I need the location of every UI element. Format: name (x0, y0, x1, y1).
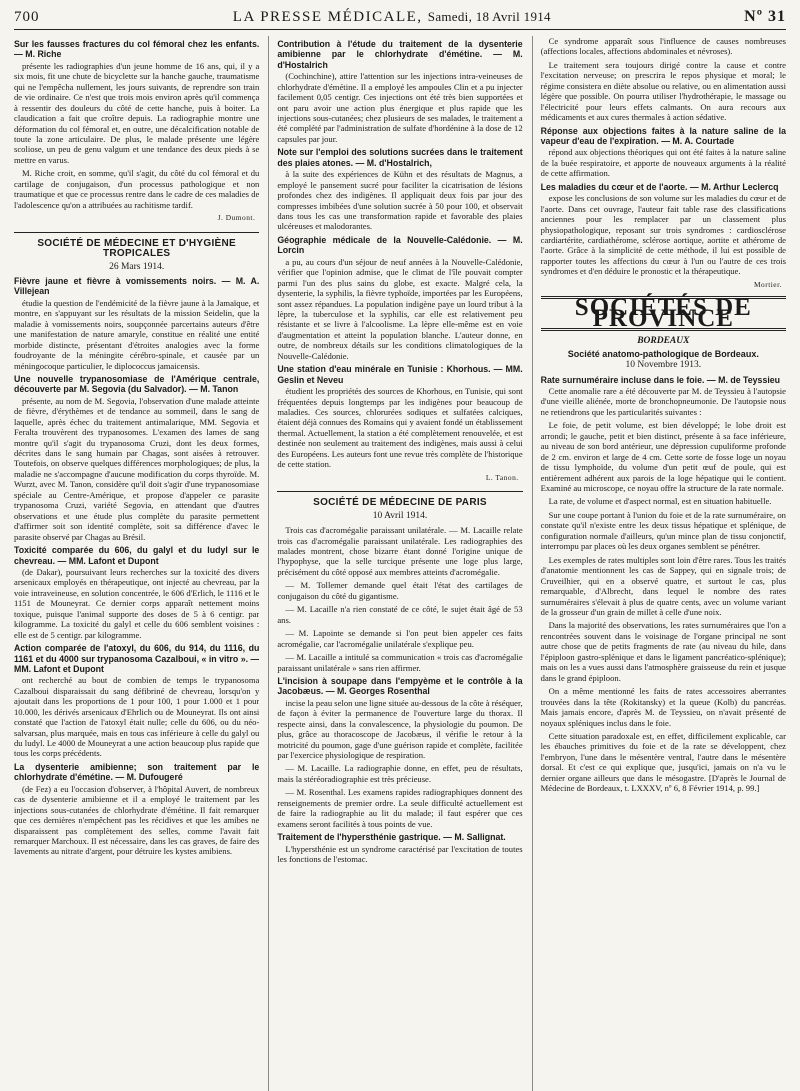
article-paragraph: expose les conclusions de son volume sur les maladies du cœur et de l'aorte. Dans cet ouvrage, l'auteur fait table rase des classifications anciennes pour les remplacer par un classement plus physiopathologique, reposant sur trois syndromes : cardiosclérose cardiartérite, cardiathérome, sclérose aortique, aortite et athérome de l'aorte. Grâce à la simplicité de cette méthode, il lui est possible de rapporter toutes les affections du cœur à l'un ou l'autre de ces trois syndromes et d'en déduire le pronostic et la thérapeutique. (540, 193, 786, 277)
article-heading: Action comparée de l'atoxyl, du 606, du 914, du 1116, du 1161 et du 4000 sur trypanosoma Cazalboui, « in vitro ». — MM. Lafont et Dupont (14, 643, 260, 674)
article-paragraph: présente, au nom de M. Segovia, l'observation d'une malade atteinte de fièvre, d'érythèmes et de tendance au sommeil, dans le sang de laquelle, après échec du traitement antimalarique, MM. Segovia et Feralta trouvèrent des trypanosomes. L'examen des lames de sang montre qu'il s'agit du trypanosoma Cruzi, dont les deux formes, décrites dans le sang humain par Chagas, sont aisées à retrouver. Toutefois, on observe quelques différences morphologiques; de plus, la maladie ne s'accompagne d'aucune modification du corps thyroïde. M. Wurzt, avec M. Tanon, considère qu'il doit s'agir d'une trypanosomiase spéciale au Centre-Amérique, et propose d'appeler ce parasite trypanosoma Cruzi, variété Segovia, en attendant que d'autres observations et une étude plus complète du parasite permettent d'affirmer soit son identité complète, soit sa différence d'avec le parasite observé par Chagas au Brésil. (14, 395, 260, 542)
article-paragraph: a pu, au cours d'un séjour de neuf années à la Nouvelle-Calédonie, vérifier que l'opinion admise, que le climat de l'île pouvait compter parmi l'un des plus sains du globe, est exacte. Malgré cela, la dysenterie, la syphilis, la fièvre typhoïde, importées par les Européens, sont assez répandues. La population indigène paye un lourd tribut à la lèpre, la tuberculose et la syphilis, car elle est relativement peu résistante et se livre à l'alcoolisme. La lèpre elle-même est en voie d'augmentation et atteint la population blanche. L'auteur donne, en outre, de nombreux détails sur les conditions climatologiques de la Nouvelle-Calédonie. (277, 256, 523, 361)
author-signature: L. Tanon. (485, 472, 519, 482)
article-paragraph: (Cochinchine), attire l'attention sur les injections intra-veineuses de chlorhydrate d'émétine. Il a employé les ampoules Clin et a pu injecter facilement 0,05 centigr. Ces injections ont été très bien supportées et ont paru avoir une action plus énergique et plus rapide que les injections sous-cutanées; chez plusieurs de ses malades, le traitement a été complété par l'administration de sulfate d'hordénine à la dose de 12 capsules par jour. (277, 71, 523, 144)
article-paragraph: à la suite des expériences de Kühn et des résultats de Magnus, a employé le pansement sucré pour faciliter la cicatrisation de lésions profondes chez des indigènes. Il appliquait deux fois par jour des compresses imbibées d'une solution sucrée à 50 pour 100, et observait dans tous les cas une transformation rapide et favorable des plaies ulcéreuses et malodorantes. (277, 169, 523, 232)
article-paragraph: étudie la question de l'endémicité de la fièvre jaune à la Jamaïque, et montre, en s'appuyant sur les résultats de la mission Seidelin, que la maladie à vomissements noirs, soupçonnée parcertains auteurs d'être une manifestation de nature amaryle, constitue en réalité une entité morbide distincte, présentant d'étroites analogies avec la forme foudroyante de la méningite cérébro-spinale, et causée par un méningocoque particulier, le diplococcus jamaicensis. (14, 297, 260, 371)
article-heading: Une nouvelle trypanosomiase de l'Amérique centrale, découverte par M. Segovia (du Salvador). — M. Tanon (14, 373, 260, 395)
session-date: 10 Avril 1914. (372, 510, 428, 521)
article-paragraph: répond aux objections théoriques qui ont été faites à la nature saline de la buée respiratoire, et apporte de nouveaux arguments à la réalité de cette affirmation. (540, 147, 786, 179)
article-heading: Rate surnuméraire incluse dans le foie. — M. de Teyssieu (540, 374, 781, 385)
article-paragraph: Cette anomalie rare a été découverte par M. de Teyssieu à l'autopsie d'une vieille aliénée, morte de bronchopneumonie. De l'autopsie nous ne retiendrons que les particularités suivantes : (540, 385, 786, 417)
article-paragraph: — M. Lapointe se demande si l'on peut bien appeler ces faits acromégalie, car l'acromégalie unilatérale s'explique peu. (277, 628, 523, 649)
article-paragraph: présente les radiographies d'un jeune homme de 16 ans, qui, il y a six mois, fit une chute de bicyclette sur la hanche gauche, traumatisme qui ne l'empêcha nullement, les jours suivants, de reprendre son train de vie ordinaire. Ce n'est que trois mois environ après qu'il commença à ressentir des douleurs du côté de cette hanche, puis à boiter. La claudication a fait que croître depuis. La radiographie montre une déformation du col fémoral et, en outre, une décalcification notable de toute la zone articulaire. De plus, le malade présente une légère scoliose, un peu de genu valgum et une tendance des deux pieds à se mettre en varus. (14, 60, 260, 165)
article-paragraph: Le traitement sera toujours dirigé contre la cause et contre l'excitation nerveuse; on prescrira le repos physique et moral; le régime consistera en diète absolue ou relative, ou en alimentation aussi légère que possible. On pourra utiliser l'hydrothérapie, le massage ou l'électricité pour leurs effets calmants. On aura recours aux médicaments et aux cures thermales à action sédative. (540, 59, 786, 123)
article-paragraph: Le foie, de petit volume, est bien développé; le lobe droit est arrondi; le gauche, petit et bien distinct, présente à sa face inférieure, au niveau de son bord antérieur, une dépression cupuliforme profonde de 2 cm. environ et large de 4 cm. Cette sorte de fosse loge un noyau de tissu lymphoïde, du volume d'un petit œuf de poule, qui est entièrement adhérent aux parois de la loge hépatique qui le contient. Examiné au microscope, ce noyau offre la structure de la rate normale. (540, 420, 786, 494)
article-heading: Sur les fausses fractures du col fémoral chez les enfants. — M. Riche (14, 39, 260, 60)
section-banner: SOCIÉTÉS DE PROVINCE (541, 296, 786, 331)
city-heading: BORDEAUX (637, 336, 690, 347)
article-heading: Les maladies du cœur et de l'aorte. — M. Arthur Leclercq (540, 181, 779, 192)
society-heading: Société anatomo-pathologique de Bordeaux. (567, 348, 759, 359)
page-number: 700 (14, 9, 40, 25)
article-heading: Note sur l'emploi des solutions sucrées dans le traitement des plaies atones. — M. d'Hostalrich, (277, 147, 523, 168)
article-paragraph: — M. Lacaille n'a rien constaté de ce côté, le sujet était âgé de 53 ans. (277, 604, 523, 625)
society-heading: SOCIÉTÉ DE MÉDECINE ET D'HYGIÈNE TROPICALES (14, 232, 259, 260)
session-date: 26 Mars 1914. (109, 261, 165, 272)
article-paragraph: Trois cas d'acromégalie paraissant unilatérale. — M. Lacaille relate trois cas d'acromégalie paraissant unilatérale. Les radiographies des malades montrent, chose bizarre étant donné l'origine unique de l'hypophyse, que la selle turcique présente une loge plus large, précisément du côté opposé aux membres atteints d'acromégalie. (277, 525, 523, 577)
author-signature: J. Dumont. (217, 213, 256, 223)
article-heading: Toxicité comparée du 606, du galyl et du ludyl sur le chevreau. — MM. Lafont et Dupont (14, 545, 260, 566)
article-paragraph: — M. Tollemer demande quel était l'état des cartilages de conjugaison du côté du gigantisme. (277, 580, 523, 601)
article-paragraph: On a même mentionné les faits de rates accessoires aberrantes trouvées dans la tête (Rokitansky) et la queue (Kolb) du pancréas. Mais jamais encore, d'après M. de Teyssieu, on n'avait présenté de noyaux spléniques inclus dans le foie. (540, 686, 786, 728)
column-right (532, 36, 786, 1091)
article-paragraph: La rate, de volume et d'aspect normal, est en situation habituelle. (548, 496, 772, 507)
article-paragraph: Sur une coupe portant à l'union du foie et de la rate surnuméraire, on constate qu'il n'existe entre les deux tissus hépatique et splénique, de configuration normale d'ailleurs, qu'un mince plan de tissu conjonctif, interrompu par places où les deux organes semblent se pénétrer. (540, 509, 786, 552)
article-paragraph: — M. Lacaille. La radiographie donne, en effet, peu de résultats, mais la stéréoradiographie est très précieuse. (277, 763, 523, 784)
journal-masthead: LA PRESSE MÉDICALE, Samedi, 18 Avril 1914 (232, 9, 551, 25)
article-paragraph: Les exemples de rates multiples sont loin d'être rares. Tous les traités d'anatomie mentionnent les cas de Sappey, qui en signale trois; de Cruveilhier, qui en a observé quatre, et surtout le cas, plus remarquable, d'Albrecht, dans lequel le nombre des rates surnuméraires s'élevait à plus de quatre cents, avec un volume variant de la grosseur d'un grain de millet à celle d'une noix. (540, 554, 786, 618)
article-heading: Fièvre jaune et fièvre à vomissements noirs. — M. A. Villejean (14, 275, 260, 297)
page-header (14, 8, 786, 30)
issue-number: Nº 31 (744, 8, 786, 25)
society-heading: SOCIÉTÉ DE MÉDECINE DE PARIS (277, 491, 522, 508)
article-paragraph: Dans la majorité des observations, les rates surnuméraires que l'on a rencontrées souvent dans le voisinage de l'organe principal ne sont autre chose que de petits fragments de rate (au niveau du hile, dans l'épiploon gastro-splénique et dans le ligament pancréatico-splénique); mais on les a vues aussi dans l'atmosphère graisseuse du rein et jusque dans le grand épiploon. (540, 620, 786, 683)
issue-date: Samedi, 18 Avril 1914 (427, 9, 551, 24)
article-heading: Contribution à l'étude du traitement de la dysenterie amibienne par le chlorhydrate d'émétine. — M. d'Hostalrich (277, 39, 523, 70)
article-paragraph: (de Fez) a eu l'occasion d'observer, à l'hôpital Auvert, de nombreux cas de dysenterie amibienne et il a employé le traitement par les injections sous-cutanées de chlorhydrate d'émétine. Il fait remarquer que ces dernières n'empêchent pas les récidives et que les amibes ne disparaissent pas complètement des selles, comme l'avait fait remarquer Marchoux. Il est nécessaire, dans les cas graves, de faire des lavements au nitrate d'argent, pour détruire les kystes amibiens. (14, 783, 260, 857)
article-heading: Traitement de l'hypersthénie gastrique. — M. Sallignat. (277, 832, 506, 843)
article-paragraph: Ce syndrome apparaît sous l'influence de causes nombreuses (affections locales, affections abdominales et névroses). (540, 36, 786, 57)
column-left (14, 36, 259, 1091)
article-paragraph: étudient les propriétés des sources de Khorhous, en Tunisie, qui sont fréquentées depuis longtemps par les indigènes pour beaucoup de maladies. Ces sources, chlorurées sodiques et sulfatées calciques, étaient déjà connues des Romains qui y avaient fondé un établissement thermal. Actuellement, la station a été complètement renouvelée, et est destinée non seulement au traitement des indigènes, mais aussi à celui des Européens. Les auteurs font une revue très complète de l'historique de cette station. (277, 386, 523, 470)
columns (14, 36, 786, 1091)
article-paragraph: L'hypersthénie est un syndrome caractérisé par l'excitation de toutes les fonctions de l'estomac. (277, 843, 523, 865)
session-date: 10 Novembre 1913. (625, 360, 702, 371)
article-heading: Réponse aux objections faites à la nature saline de la vapeur d'eau de l'expiration. — M. A. Courtade (540, 125, 786, 147)
article-paragraph: incise la peau selon une ligne située au-dessous de la côte à réséquer, de façon à éviter la permanence de l'ouverture large du thorax. Il respecte ainsi, dans la convalescence, la physiologie du poumon. De plus, grâce au thoracoscope de Jacobæus, il vérifie le retour à la motricité du poumon, gage d'une guérison rapide et complète, facilitée par l'exercice physiologique de respiration. (277, 697, 523, 761)
article-paragraph: (de Dakar), poursuivant leurs recherches sur la toxicité des divers arsenicaux employés en thérapeutique, ont injecté au chevreau, par la voie intraveineuse, en solution concentrée, le 606 d'Erlich, le 1116 et le 1151 de Mouneyrat. Ce dernier corps apparaît nettement moins toxique, puisque l'animal supporte des doses de 5 à 6 centigr. par kilogramme. La toxicité du galyl et celle du 606 semblent voisines : elle est de 5 centigr. par kilogramme. (14, 566, 260, 640)
article-heading: La dysenterie amibienne; son traitement par le chlorhydrate d'émétine. — M. Dufougeré (14, 761, 260, 783)
article-paragraph: ont recherché au bout de combien de temps le trypanosoma Cazalboui disparaissait du sang défibriné de chevreau, lorsqu'on y ajoutait dans les proportions de 1 pour 100, 1 pour 1.000 et 1 pour 10.000, les dérivés arsenicaux d'Ehrlich ou de Mouneyrat. Ils ont ainsi constaté que l'action de l'atoxyl était nulle; celle du 606, ou du néo-salvarsan, plus marquée, mais en tous cas inférieure à celle du galyl ou du ludyl. Le 4000 de Mouneyrat a une action beaucoup plus rapide que tous les corps précédents. (14, 675, 260, 759)
article-paragraph: Cette situation paradoxale est, en effet, difficilement explicable, car les ébauches primitives du foie et de la rate se développent, chez l'embryon, l'une dans le mésentère ventral, l'autre dans le mésentère dorsal. Et c'est ce qui explique que, jusqu'ici, jamais on n'a vu le dernier organe ailleurs que dans le mésogastre. [D'après le Journal de Médecine de Bordeaux, t. LXXXV, nº 6, 8 Février 1914, p. 99.] (540, 731, 786, 794)
article-heading: Géographie médicale de la Nouvelle-Calédonie. — M. Lorcin (277, 234, 523, 256)
article-heading: Une station d'eau minérale en Tunisie : Khorhous. — MM. Geslin et Neveu (277, 364, 523, 385)
article-paragraph: — M. Rosenthal. Les examens rapides radiographiques donnent des renseignements de premier ordre. La seule difficulté actuellement est de faire la radiographie au lit du malade; il faut espérer que ces examens seront facilités à tous points de vue. (277, 787, 523, 829)
article-heading: L'incision à soupape dans l'empyème et le contrôle à la Jacobæus. — M. Georges Rosenthal (277, 675, 523, 697)
journal-title: LA PRESSE MÉDICALE (232, 9, 418, 25)
article-paragraph: M. Riche croit, en somme, qu'il s'agit, du côté du col fémoral et du cartilage de conjugaison, d'un processus pathologique et non traumatique et que ce processus rentre dans le cadre de ces maladies de l'adolescence qu'on a attribuées au rachitisme tardif. (14, 168, 260, 210)
author-signature: Mortier. (753, 279, 782, 289)
article-paragraph: — M. Lacaille a intitulé sa communication « trois cas d'acromégalie paraissant unilatérale » sans rien affirmer. (277, 652, 523, 673)
column-middle (268, 36, 522, 1091)
